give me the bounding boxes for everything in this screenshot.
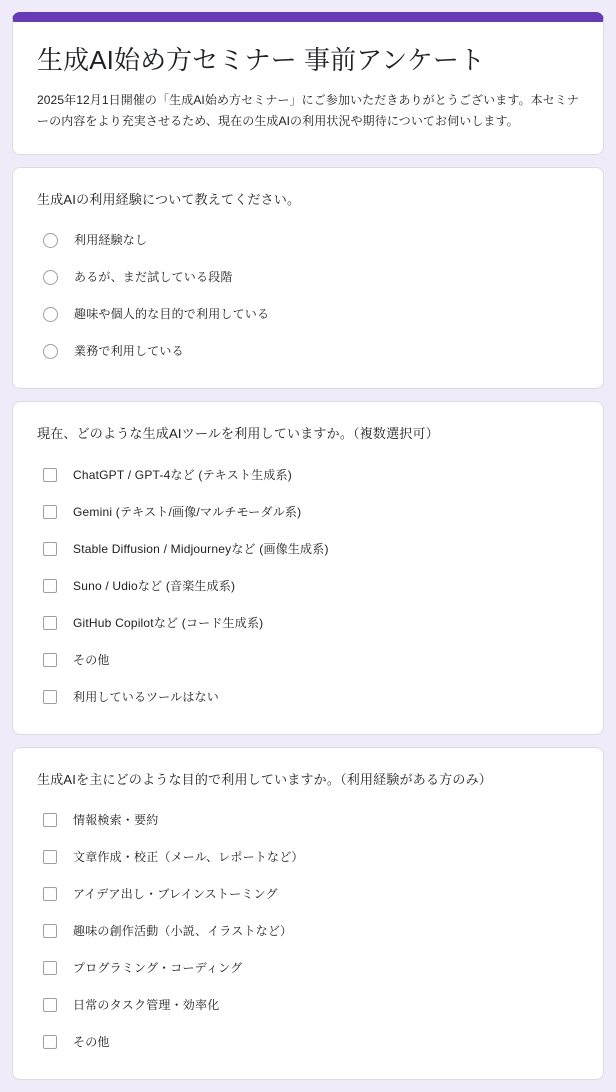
option-label: その他 [73,652,110,667]
checkbox-option[interactable] [37,1029,579,1055]
radio-group-experience [37,227,579,364]
page-title: 生成AI始め方セミナー 事前アンケート [37,45,486,75]
checkbox-icon[interactable] [43,653,57,667]
radio-option[interactable] [37,301,579,327]
option-label: アイデア出し・ブレインストーミング [73,887,278,902]
checkbox-icon[interactable] [43,887,57,901]
checkbox-option[interactable] [37,536,579,562]
checkbox-group-tools [37,462,579,710]
checkbox-icon[interactable] [43,998,57,1012]
checkbox-icon[interactable] [43,505,57,519]
checkbox-option[interactable] [37,462,579,488]
radio-option[interactable] [37,227,579,253]
option-label: あるが、まだ試している段階 [74,270,233,285]
radio-icon[interactable] [43,270,58,285]
checkbox-icon[interactable] [43,924,57,938]
option-label: Stable Diffusion / Midjourneyなど (画像生成系) [73,541,329,556]
radio-option[interactable] [37,338,579,364]
option-label: 趣味や個人的な目的で利用している [74,307,270,322]
form-header-card [12,12,604,155]
checkbox-icon[interactable] [43,690,57,704]
radio-icon[interactable] [43,233,58,248]
checkbox-icon[interactable] [43,542,57,556]
checkbox-group-purpose [37,807,579,1055]
checkbox-icon[interactable] [43,961,57,975]
radio-icon[interactable] [43,307,58,322]
form-description: 2025年12月1日開催の「生成AI始め方セミナー」にご参加いただきありがとうございます。本セミナーの内容をより充実させるため、現在の生成AIの利用状況や期待についてお伺いします。 [37,92,579,128]
checkbox-option[interactable] [37,955,579,981]
checkbox-option[interactable] [37,807,579,833]
question-card-3 [12,747,604,1081]
option-label: 日常のタスク管理・効率化 [73,998,220,1013]
question-title: 生成AIの利用経験について教えてください。 [37,191,301,207]
checkbox-option[interactable] [37,499,579,525]
checkbox-option[interactable] [37,647,579,673]
option-label: 趣味の創作活動（小説、イラストなど） [73,924,293,939]
option-label: ChatGPT / GPT-4など (テキスト生成系) [73,467,292,482]
checkbox-icon[interactable] [43,468,57,482]
checkbox-option[interactable] [37,684,579,710]
checkbox-option[interactable] [37,844,579,870]
checkbox-icon[interactable] [43,579,57,593]
option-label: 文章作成・校正（メール、レポートなど） [73,850,304,865]
option-label: 利用しているツールはない [73,689,219,704]
checkbox-icon[interactable] [43,850,57,864]
option-label: 利用経験なし [74,233,148,248]
checkbox-option[interactable] [37,610,579,636]
question-card-1 [12,167,604,390]
option-label: 業務で利用している [74,344,184,359]
checkbox-icon[interactable] [43,616,57,630]
checkbox-icon[interactable] [43,1035,57,1049]
checkbox-option[interactable] [37,573,579,599]
checkbox-option[interactable] [37,992,579,1018]
checkbox-option[interactable] [37,881,579,907]
option-label: 情報検索・要約 [73,813,159,828]
option-label: Gemini (テキスト/画像/マルチモーダル系) [73,504,302,519]
checkbox-option[interactable] [37,918,579,944]
radio-icon[interactable] [43,344,58,359]
option-label: その他 [73,1035,110,1050]
question-title: 現在、どのような生成AIツールを利用していますか。（複数選択可） [37,426,439,442]
question-title: 生成AIを主にどのような目的で利用していますか。（利用経験がある方のみ） [37,771,492,787]
option-label: プログラミング・コーディング [73,961,243,976]
question-card-2 [12,401,604,735]
option-label: Suno / Udioなど (音楽生成系) [73,578,236,593]
option-label: GitHub Copilotなど (コード生成系) [73,615,264,630]
radio-option[interactable] [37,264,579,290]
checkbox-icon[interactable] [43,813,57,827]
